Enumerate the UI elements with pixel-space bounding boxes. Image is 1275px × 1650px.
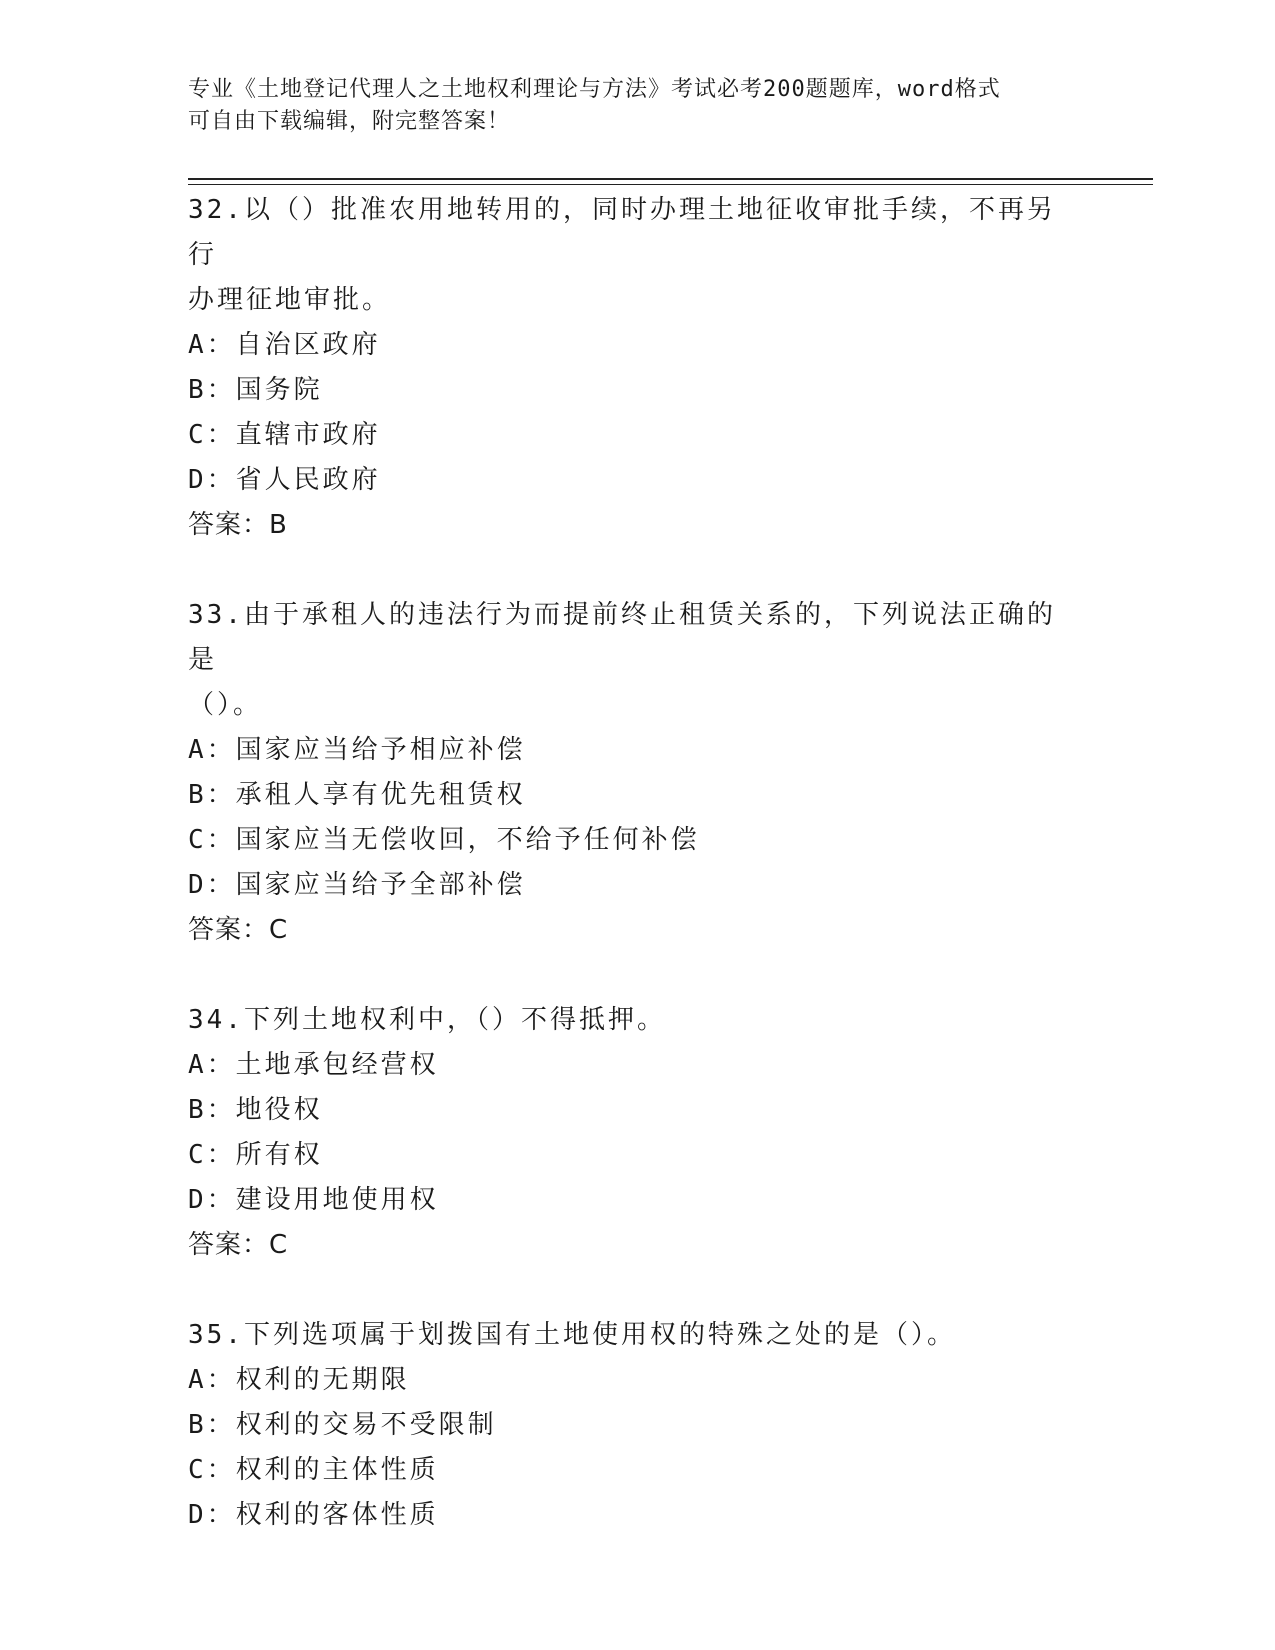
question-33	[188, 593, 1088, 953]
option-c: C：直辖市政府	[188, 420, 381, 450]
question-text: 34.下列土地权利中，（）不得抵押。	[188, 1005, 666, 1035]
question-spacer	[188, 548, 1088, 593]
header-divider-thin	[188, 184, 1153, 185]
question-text-continued: 办理征地审批。	[188, 285, 392, 315]
option-d: D：建设用地使用权	[188, 1185, 439, 1215]
option-d: D：权利的客体性质	[188, 1500, 439, 1530]
question-spacer	[188, 1268, 1088, 1313]
option-a: A：土地承包经营权	[188, 1050, 439, 1080]
option-c: C：国家应当无偿收回，不给予任何补偿	[188, 825, 700, 855]
option-c: C：所有权	[188, 1140, 323, 1170]
option-b: B：国务院	[188, 375, 323, 405]
option-b: B：权利的交易不受限制	[188, 1410, 497, 1440]
question-text: 32.以（）批准农用地转用的，同时办理土地征收审批手续，不再另行	[188, 195, 1056, 270]
option-b: B：承租人享有优先租赁权	[188, 780, 526, 810]
option-a: A：自治区政府	[188, 330, 381, 360]
answer: 答案：C	[188, 915, 289, 945]
option-a: A：权利的无期限	[188, 1365, 410, 1395]
question-text: 33.由于承租人的违法行为而提前终止租赁关系的，下列说法正确的是	[188, 600, 1056, 675]
question-32	[188, 188, 1088, 548]
question-spacer	[188, 953, 1088, 998]
document-header	[188, 74, 1068, 138]
option-c: C：权利的主体性质	[188, 1455, 439, 1485]
question-text: 35.下列选项属于划拨国有土地使用权的特殊之处的是（）。	[188, 1320, 956, 1350]
header-line-1: 专业《土地登记代理人之土地权利理论与方法》考试必考200题题库，word格式	[188, 77, 1001, 102]
option-a: A：国家应当给予相应补偿	[188, 735, 526, 765]
question-list	[188, 188, 1088, 1538]
option-d: D：国家应当给予全部补偿	[188, 870, 526, 900]
question-text-continued: （）。	[188, 690, 263, 720]
answer: 答案：B	[188, 510, 288, 540]
answer: 答案：C	[188, 1230, 289, 1260]
question-34	[188, 998, 1088, 1268]
header-divider-thick	[188, 178, 1153, 180]
option-b: B：地役权	[188, 1095, 323, 1125]
header-line-2: 可自由下载编辑，附完整答案！	[188, 109, 511, 134]
option-d: D：省人民政府	[188, 465, 381, 495]
question-35	[188, 1313, 1088, 1538]
